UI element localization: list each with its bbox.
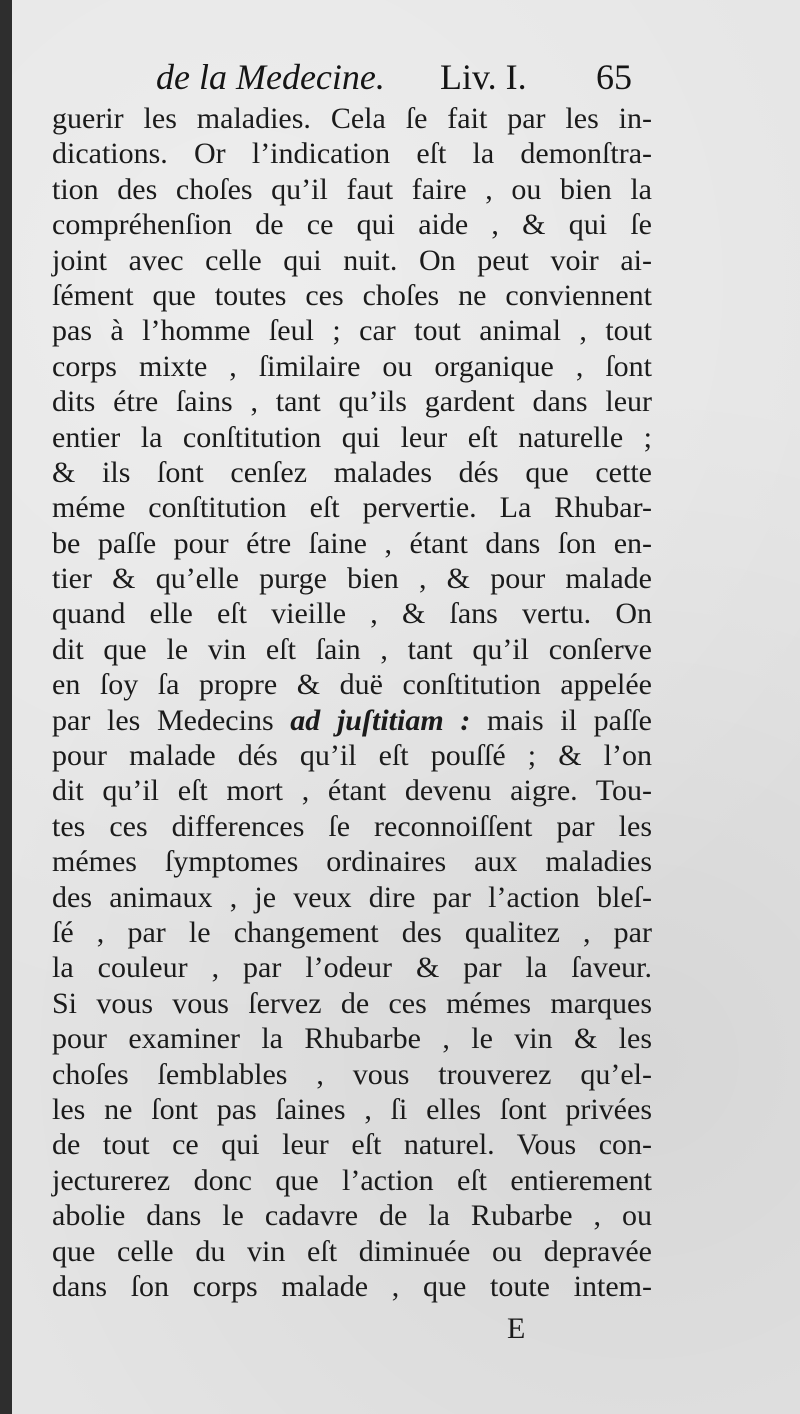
text-line: tier & qu’elle purge bien , & pour malade <box>52 562 652 596</box>
text-line: & ils ſont cenſez malades dés que cette <box>52 455 652 489</box>
text-line: pour examiner la Rhubarbe , le vin & les <box>52 1022 652 1056</box>
text-line: ſément que toutes ces choſes ne conviennent <box>52 278 652 312</box>
text-line: dit qu’il eſt mort , étant devenu aigre. Tou- <box>52 774 652 808</box>
line-text-after: mais il paſſe <box>470 703 652 737</box>
text-line: dit que le vin eſt ſain , tant qu’il conſerve <box>52 632 652 666</box>
text-line: entier la conſtitution qui leur eſt naturelle ; <box>52 420 652 454</box>
text-line: méme conſtitution eſt pervertie. La Rhubar- <box>52 491 652 525</box>
text-line: la couleur , par l’odeur & par la ſaveur. <box>52 951 652 985</box>
page-header <box>12 50 800 100</box>
text-line: be paſſe pour étre ſaine , étant dans ſon en- <box>52 526 652 560</box>
text-line: ſé , par le changement des qualitez , par <box>52 915 652 949</box>
text-line: guerir les maladies. Cela ſe fait par les in- <box>52 102 652 135</box>
text-line: abolie dans le cadavre de la Rubarbe , ou <box>52 1199 652 1233</box>
text-line: choſes ſemblables , vous trouverez qu’el- <box>52 1057 652 1091</box>
text-line: quand elle eſt vieille , & ſans vertu. On <box>52 597 652 631</box>
text-line: dits étre ſains , tant qu’ils gardent dans leur <box>52 385 652 419</box>
text-line: compréhenſion de ce qui aide , & qui ſe <box>52 208 652 242</box>
text-line-with-italic <box>52 703 652 738</box>
line-text-before: par les Medecins <box>52 703 291 737</box>
text-line: que celle du vin eſt diminuée ou depravée <box>52 1234 652 1268</box>
text-line: corps mixte , ſimilaire ou organique , ſont <box>52 349 652 383</box>
text-line: dans ſon corps malade , que toute intem- <box>52 1269 652 1303</box>
book-page <box>12 0 800 1414</box>
text-line: de tout ce qui leur eſt naturel. Vous con- <box>52 1128 652 1162</box>
text-line: en ſoy ſa propre & duë conſtitution appelée <box>52 668 652 702</box>
latin-italic-phrase: ad juſtitiam : <box>290 703 471 737</box>
text-line: tion des choſes qu’il faut faire , ou bien la <box>52 172 652 206</box>
text-line: mémes ſymptomes ordinaires aux maladies <box>52 845 652 879</box>
text-line: dications. Or l’indication eſt la demonſtra- <box>52 137 652 171</box>
text-line: pour malade dés qu’il eſt pouſſé ; & l’on <box>52 739 652 773</box>
signature-mark: E <box>507 1312 526 1345</box>
text-line: pas à l’homme ſeul ; car tout animal , tout <box>52 314 652 348</box>
body-text <box>52 101 652 1304</box>
page-number: 65 <box>596 57 632 97</box>
running-title: de la Medecine. <box>156 57 385 97</box>
text-line: Si vous vous ſervez de ces mémes marques <box>52 986 652 1020</box>
text-line: les ne ſont pas ſaines , ſi elles ſont privées <box>52 1092 652 1126</box>
book-reference: Liv. I. <box>440 57 527 97</box>
text-line: jecturerez donc que l’action eſt entierement <box>52 1163 652 1197</box>
text-line: tes ces differences ſe reconnoiſſent par les <box>52 809 652 843</box>
text-line: joint avec celle qui nuit. On peut voir ai- <box>52 243 652 277</box>
text-line: des animaux , je veux dire par l’action bleſ- <box>52 880 652 914</box>
